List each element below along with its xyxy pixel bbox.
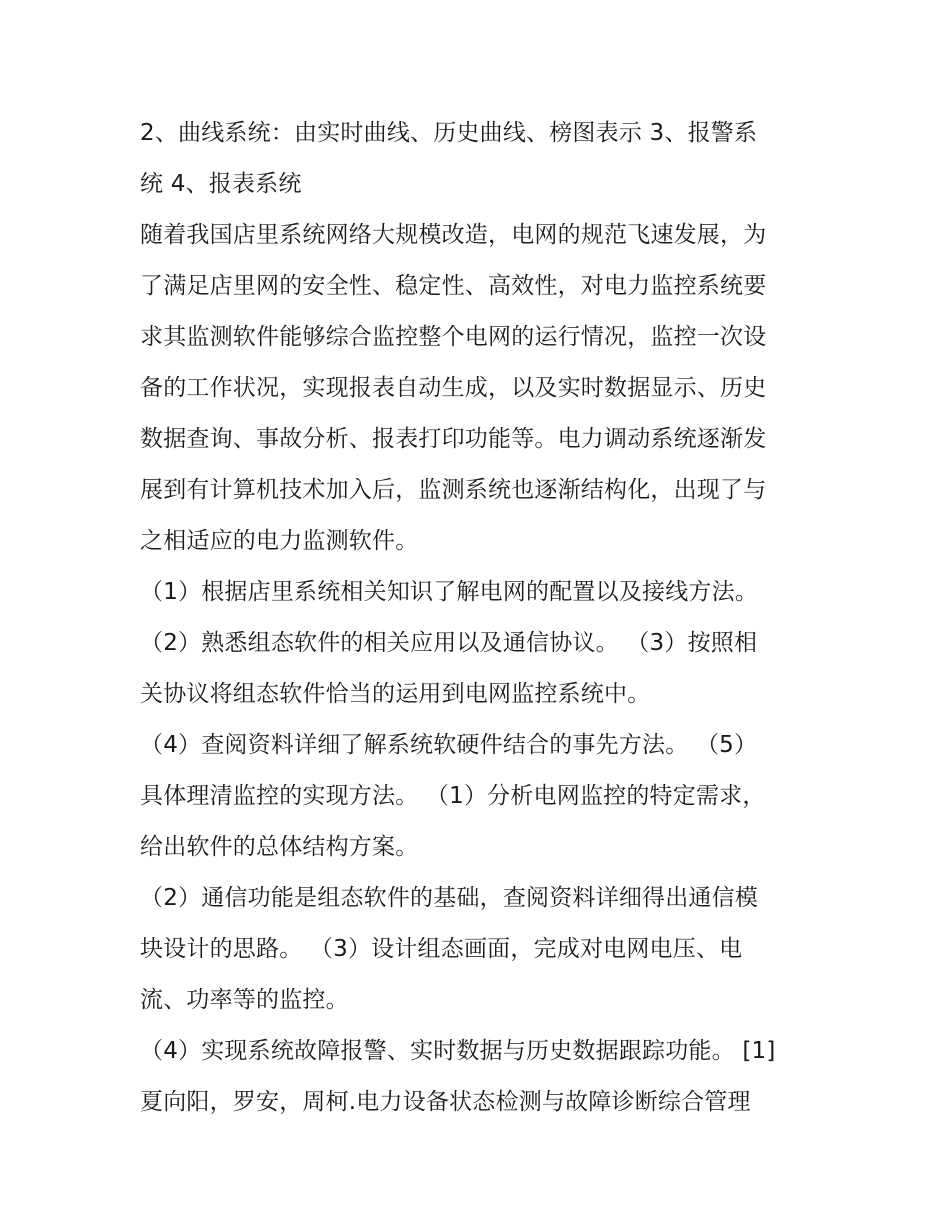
text-line: 了满足店里网的安全性、稳定性、高效性，对电力监控系统要 xyxy=(140,273,767,299)
text-line: （2）熟悉组态软件的相关应用以及通信协议。 （3）按照相 xyxy=(140,630,758,656)
text-line: （1）根据店里系统相关知识了解电网的配置以及接线方法。 xyxy=(140,579,759,605)
text-line: （4）实现系统故障报警、实时数据与历史数据跟踪功能。 [1] xyxy=(140,1038,776,1064)
text-line: 给出软件的总体结构方案。 xyxy=(140,834,419,860)
body-text xyxy=(140,108,820,1128)
text-line: 之相适应的电力监测软件。 xyxy=(140,528,419,554)
text-line: （4）查阅资料详细了解系统软硬件结合的事先方法。 （5） xyxy=(140,732,758,758)
text-line: 夏向阳，罗安，周柯.电力设备状态检测与故障诊断综合管理 xyxy=(140,1089,751,1115)
text-line: 块设计的思路。 （3）设计组态画面，完成对电网电压、电 xyxy=(140,936,743,962)
text-line: 统 4、报表系统 xyxy=(140,171,302,197)
text-line: 备的工作状况，实现报表自动生成，以及实时数据显示、历史 xyxy=(140,375,767,401)
text-line: 关协议将组态软件恰当的运用到电网监控系统中。 xyxy=(140,681,651,707)
text-line: 数据查询、事故分析、报表打印功能等。电力调动系统逐渐发 xyxy=(140,426,767,452)
text-line: 2、曲线系统：由实时曲线、历史曲线、榜图表示 3、报警系 xyxy=(140,120,758,146)
text-line: （2）通信功能是组态软件的基础，查阅资料详细得出通信模 xyxy=(140,885,759,911)
text-line: 展到有计算机技术加入后，监测系统也逐渐结构化，出现了与 xyxy=(140,477,767,503)
text-line: 随着我国店里系统网络大规模改造，电网的规范飞速发展，为 xyxy=(140,222,767,248)
text-line: 流、功率等的监控。 xyxy=(140,987,349,1013)
text-line: 具体理清监控的实现方法。 （1）分析电网监控的特定需求， xyxy=(140,783,766,809)
text-line: 求其监测软件能够综合监控整个电网的运行情况，监控一次设 xyxy=(140,324,767,350)
